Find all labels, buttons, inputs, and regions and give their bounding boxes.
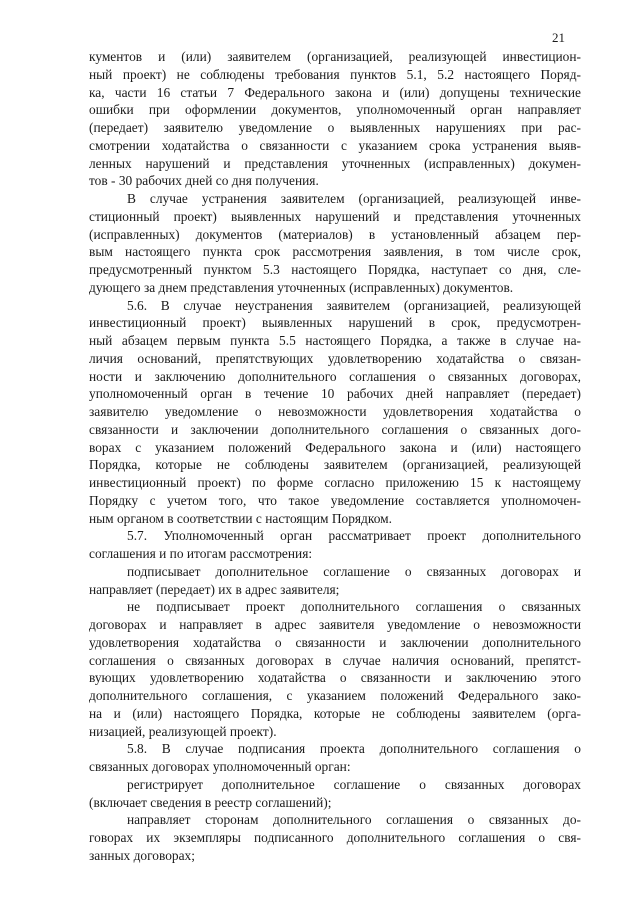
text-line: кументов и (или) заявителем (организацией, реализующей инвестицион- <box>89 49 581 64</box>
text-line: Порядка, которые не соблюдены заявителем (организацией, реализующей <box>89 457 581 473</box>
text-line: вующих удовлетворению ходатайства о связанности и заключению этого <box>89 670 581 686</box>
text-line: (исправленных) документов (материалов) в установленный абзацем пер- <box>89 226 581 242</box>
text-line: уполномоченный орган в течение 10 рабочих дней направляет (передает) <box>89 386 581 402</box>
text-line: договорах и направляет в адрес заявителя уведомление о невозможности <box>89 617 581 632</box>
text-line: на и (или) настоящего Порядка, которые не соблюдены заявителем (орга- <box>89 705 581 721</box>
text-line: направляет (передает) их в адрес заявителя; <box>89 581 340 597</box>
text-line: удовлетворения ходатайства о связанности и заключении дополнительного <box>89 634 581 650</box>
text-line: стиционный проект) выявленных нарушений и представления уточненных <box>89 208 581 224</box>
text-line: дополнительного соглашения, с указанием положений Федерального зако- <box>89 688 581 703</box>
text-line: регистрирует дополнительное соглашение о связанных договорах <box>127 776 581 792</box>
text-line: низацией, реализующей проект). <box>89 723 277 739</box>
text-line: 5.7. Уполномоченный орган рассматривает проект дополнительного <box>127 528 581 544</box>
text-line: инвестиционный проект) по форме согласно приложению 15 к настоящему <box>89 475 581 490</box>
text-line: (передает) заявителю уведомление о выявленных нарушениях при рас- <box>89 120 581 135</box>
text-line: ным органом в соответствии с настоящим Порядком. <box>89 510 392 526</box>
text-line: ленных нарушений и представления уточненных (исправленных) докумен- <box>89 155 581 171</box>
text-line: Порядку с учетом того, что такое уведомление составляется уполномочен- <box>89 492 581 508</box>
text-line: вым настоящего пункта срок рассмотрения заявления, в том числе срок, <box>89 244 581 260</box>
text-line: связанности и заключении дополнительного соглашения о связанных дого- <box>89 421 581 437</box>
text-line: личия оснований, препятствующих удовлетворению ходатайства о связан- <box>89 350 581 366</box>
text-line: 5.6. В случае неустранения заявителем (организацией, реализующей <box>127 297 581 313</box>
text-line: ошибки при оформлении документов, уполномоченный орган направляет <box>89 102 581 118</box>
document-body <box>89 48 581 865</box>
text-line: смотрении ходатайства о связанности с указанием срока устранения выяв- <box>89 137 581 153</box>
text-line: ный абзацем первым пункта 5.5 настоящего Порядка, а также в случае на- <box>89 333 581 348</box>
text-line: заявителю уведомление о невозможности удовлетворения ходатайства о <box>89 404 581 419</box>
text-line: 5.8. В случае подписания проекта дополнительного соглашения о <box>127 741 581 757</box>
text-line: инвестиционный проект) выявленных нарушений в срок, предусмотрен- <box>89 315 581 331</box>
page-number: 21 <box>552 30 565 45</box>
text-line: ка, части 16 статьи 7 Федерального закона и (или) допущены технические <box>89 84 581 100</box>
text-line: направляет сторонам дополнительного соглашения о связанных до- <box>127 812 581 828</box>
text-line: В случае устранения заявителем (организацией, реализующей инве- <box>127 191 581 206</box>
text-line: говорах их экземпляры подписанного дополнительного соглашения о свя- <box>89 830 581 845</box>
text-line: (включает сведения в реестр соглашений); <box>89 794 332 810</box>
text-line: предусмотренный пунктом 5.3 настоящего Порядка, наступает со дня, сле- <box>89 262 581 277</box>
text-line: подписывает дополнительное соглашение о связанных договорах и <box>127 563 581 579</box>
text-line: соглашения о связанных договорах в случае наличия оснований, препятст- <box>89 652 581 668</box>
text-line: дующего за днем представления уточненных (исправленных) документов. <box>89 279 514 295</box>
text-line: ный проект) не соблюдены требования пунктов 5.1, 5.2 настоящего Поряд- <box>89 66 581 82</box>
text-line: соглашения и по итогам рассмотрения: <box>89 546 313 561</box>
text-line: ности и заключению дополнительного соглашения о связанных договорах, <box>89 368 581 384</box>
text-line: тов - 30 рабочих дней со дня получения. <box>89 173 319 189</box>
text-line: занных договорах; <box>89 847 195 863</box>
text-line: связанных договорах уполномоченный орган: <box>89 759 351 774</box>
text-line: не подписывает проект дополнительного соглашения о связанных <box>127 599 581 615</box>
text-line: ворах с указанием положений Федерального закона и (или) настоящего <box>89 439 581 455</box>
